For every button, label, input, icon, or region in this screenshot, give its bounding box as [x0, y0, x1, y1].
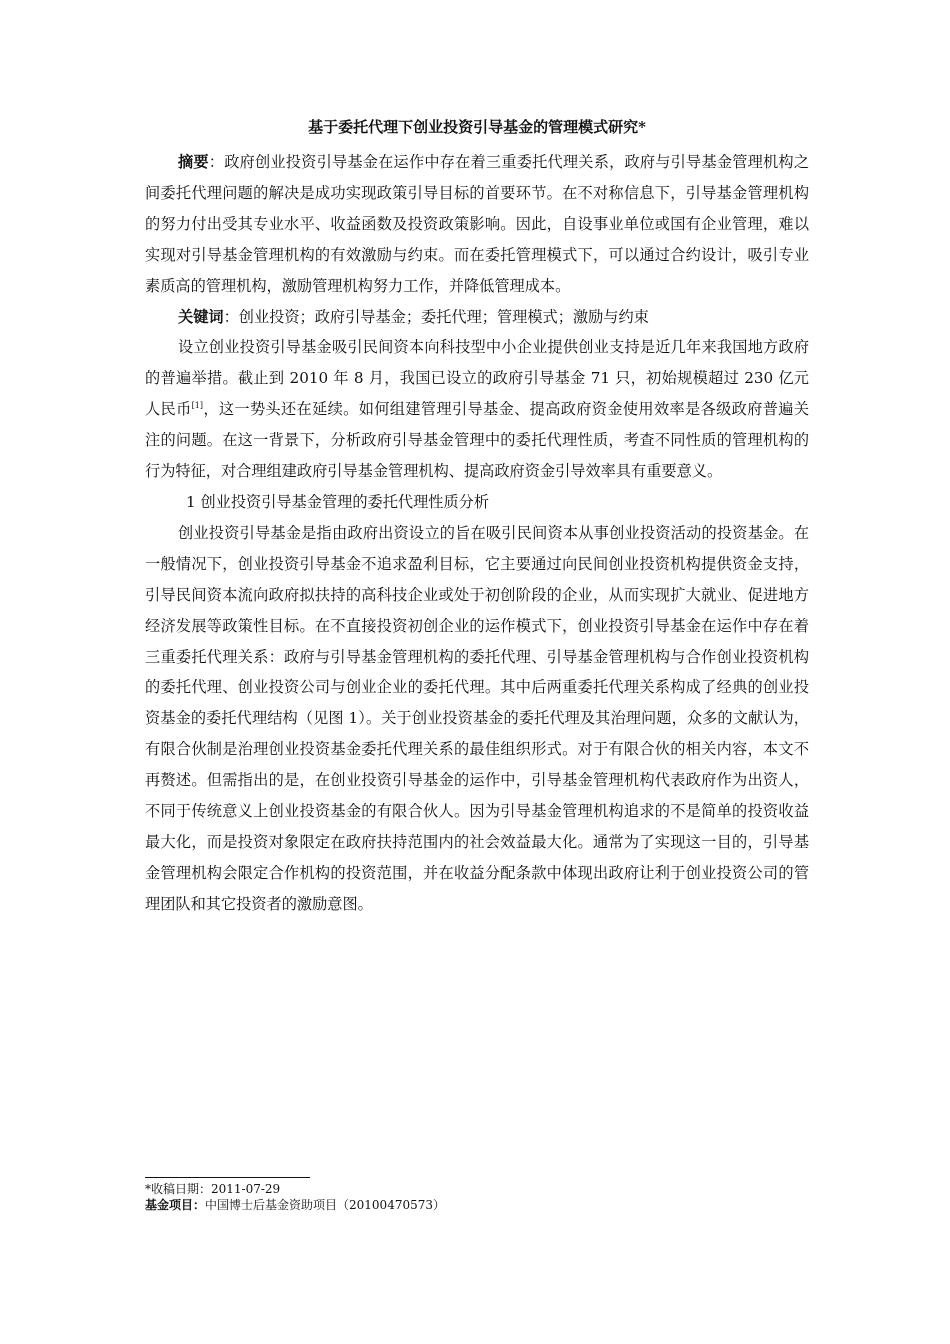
received-date-note: *收稿日期：2011-07-29	[145, 1182, 281, 1196]
fund-note	[145, 1197, 809, 1213]
paper-title: 基于委托代理下创业投资引导基金的管理模式研究*	[308, 118, 646, 136]
fund-label: 基金项目：	[145, 1198, 206, 1212]
keywords-text: 创业投资；政府引导基金；委托代理；管理模式；激励与约束	[238, 307, 649, 326]
intro-text-part2: ，这一势头还在延续。如何组建管理引导基金、提高政府资金使用效率是各级政府普遍关注的问题。在这一背景下，分析政府引导基金管理中的委托代理性质，考查不同性质的管理机构的行为特征，对合理组建政府引导基金管理机构、提高政府资金引导效率具有重要意义。	[145, 400, 810, 481]
paper-body	[145, 147, 809, 920]
citation-ref: [1]	[191, 401, 203, 411]
footnote-divider	[145, 1177, 310, 1178]
keywords-paragraph	[145, 302, 809, 333]
abstract-paragraph	[145, 147, 809, 302]
keywords-colon: ：	[223, 307, 239, 326]
abstract-colon: ：	[208, 153, 225, 171]
intro-paragraph	[145, 332, 809, 487]
abstract-text: 政府创业投资引导基金在运作中存在着三重委托代理关系，政府与引导基金管理机构之间委托代理问题的解决是成功实现政策引导目标的首要环节。在不对称信息下，引导基金管理机构的努力付出受其专业水平、收益函数及投资政策影响。因此，自设事业单位或国有企业管理，难以实现对引导基金管理机构的有效激励与约束。而在委托管理模式下，可以通过合约设计，吸引专业素质高的管理机构，激励管理机构努力工作，并降低管理成本。	[145, 153, 810, 295]
fund-text: 中国博士后基金资助项目（20100470573）	[205, 1198, 445, 1212]
intro-text-part1: 设立创业投资引导基金吸引民间资本向科技型中小企业提供创业支持是近几年来我国地方政府的普遍举措。截止到 2010 年 8 月，我国已设立的政府引导基金 71 只，初始规模超过 230 亿元人民币	[145, 338, 809, 419]
section-paragraph: 创业投资引导基金是指由政府出资设立的旨在吸引民间资本从事创业投资活动的投资基金。在一般情况下，创业投资引导基金不追求盈利目标，它主要通过向民间创业投资机构提供资金支持，引导民间资本流向政府拟扶持的高科技企业或处于初创阶段的企业，从而实现扩大就业、促进地方经济发展等政策性目标。在不直接投资初创企业的运作模式下，创业投资引导基金在运作中存在着三重委托代理关系：政府与引导基金管理机构的委托代理、引导基金管理机构与合作创业投资机构的委托代理、创业投资公司与创业企业的委托代理。其中后两重委托代理关系构成了经典的创业投资基金的委托代理结构（见图 1）。关于创业投资基金的委托代理及其治理问题，众多的文献认为，有限合伙制是治理创业投资基金委托代理关系的最佳组织形式。对于有限合伙的相关内容，本文不再赘述。但需指出的是，在创业投资引导基金的运作中，引导基金管理机构代表政府作为出资人，不同于传统意义上创业投资基金的有限合伙人。因为引导基金管理机构追求的不是简单的投资收益最大化，而是投资对象限定在政府扶持范围内的社会效益最大化。通常为了实现这一目的，引导基金管理机构会限定合作机构的投资范围，并在收益分配条款中体现出政府让利于创业投资公司的管理团队和其它投资者的激励意图。	[145, 523, 809, 913]
section-heading: 1 创业投资引导基金管理的委托代理性质分析	[186, 492, 490, 511]
footnotes	[145, 1181, 809, 1213]
abstract-label: 摘要	[178, 153, 209, 171]
keywords-label: 关键词	[178, 307, 224, 326]
